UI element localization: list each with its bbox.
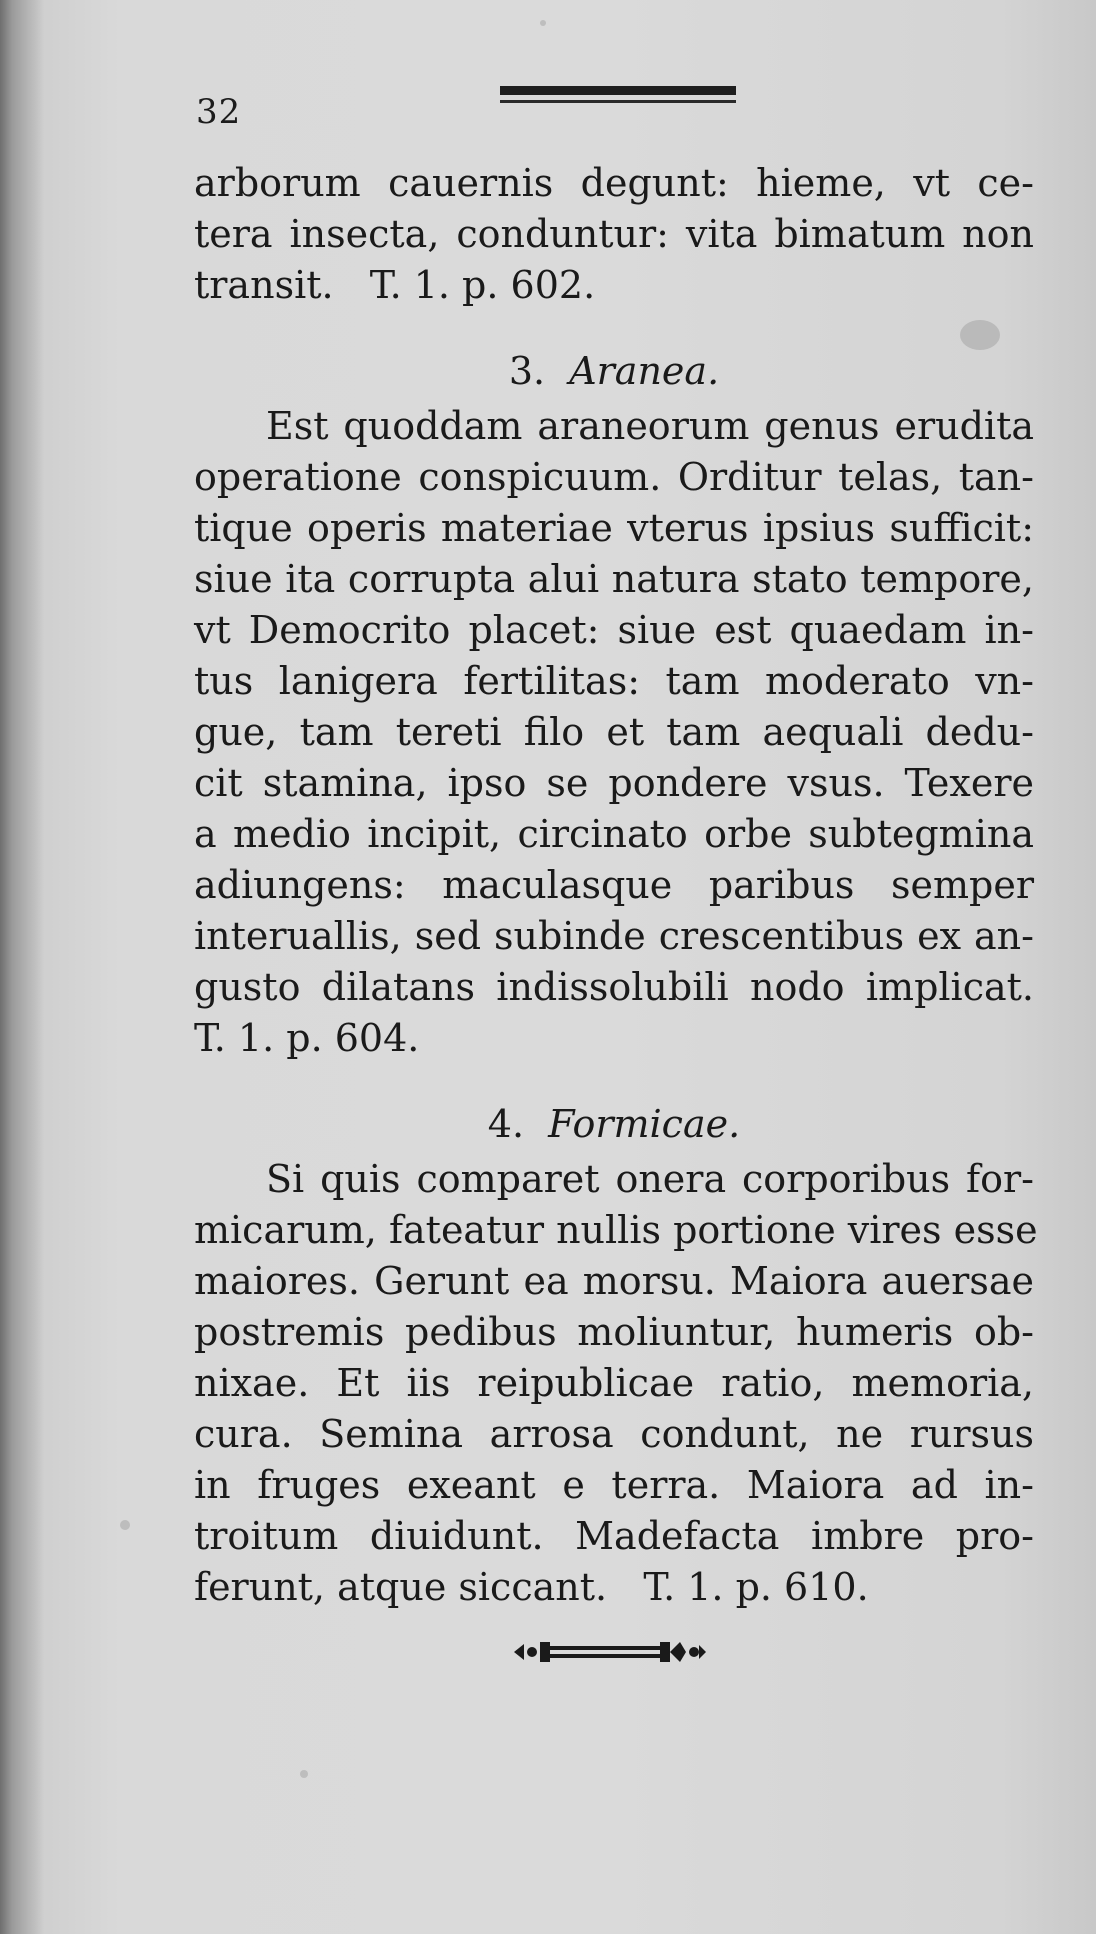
section-number: 4. bbox=[487, 1102, 525, 1146]
section-heading-formicae bbox=[194, 1094, 1034, 1154]
text-line: Si quis comparet onera corporibus for- bbox=[266, 1157, 1034, 1201]
text-line: cura. Semina arrosa condunt, ne rursus bbox=[194, 1412, 1034, 1456]
text-line: siue ita corrupta alui natura stato tempore, bbox=[194, 557, 1034, 601]
text-line: ferunt, atque siccant. T. 1. p. 610. bbox=[194, 1565, 869, 1609]
text-line: Est quoddam araneorum genus erudita bbox=[266, 404, 1034, 448]
paper-speck bbox=[300, 1770, 308, 1778]
text-line: operatione conspicuum. Orditur telas, tan- bbox=[194, 455, 1034, 499]
text-line: tera insecta, conduntur: vita bimatum non bbox=[194, 212, 1034, 256]
section-title: Aranea. bbox=[569, 349, 720, 393]
text-line: maiores. Gerunt ea morsu. Maiora auersae bbox=[194, 1259, 1034, 1303]
text-line: adiungens: maculasque paribus semper bbox=[194, 863, 1034, 907]
spacer bbox=[194, 311, 1034, 331]
header-rule-thick bbox=[500, 86, 736, 95]
text-line: tus lanigera fertilitas: tam moderato vn- bbox=[194, 659, 1034, 703]
text-line: T. 1. p. 604. bbox=[194, 1016, 420, 1060]
text-line: nixae. Et iis reipublicae ratio, memoria, bbox=[194, 1361, 1034, 1405]
main-text bbox=[194, 158, 1038, 1613]
section-title: Formicae. bbox=[548, 1102, 741, 1146]
text-line: tique operis materiae vterus ipsius sufficit: bbox=[194, 506, 1034, 550]
spacer bbox=[194, 1064, 1034, 1084]
text-line: a medio incipit, circinato orbe subtegmina bbox=[194, 812, 1034, 856]
text-line: cit stamina, ipso se pondere vsus. Texere bbox=[194, 761, 1034, 805]
text-line: micarum, fateatur nullis portione vires esse bbox=[194, 1208, 1038, 1252]
header-rule-thin bbox=[500, 100, 736, 103]
header-rule bbox=[500, 86, 736, 110]
text-line: transit. T. 1. p. 602. bbox=[194, 263, 596, 307]
text-line: arborum cauernis degunt: hieme, vt ce- bbox=[194, 161, 1034, 205]
paper-speck bbox=[540, 20, 546, 26]
page-number: 32 bbox=[196, 92, 242, 132]
text-line: postremis pedibus moliuntur, humeris ob- bbox=[194, 1310, 1034, 1354]
text-line: in fruges exeant e terra. Maiora ad in- bbox=[194, 1463, 1034, 1507]
text-line: vt Democrito placet: siue est quaedam in- bbox=[194, 608, 1034, 652]
text-line: interuallis, sed subinde crescentibus ex an- bbox=[194, 914, 1034, 958]
text-line: gusto dilatans indissolubili nodo implicat. bbox=[194, 965, 1034, 1009]
page-binding-edge bbox=[0, 0, 44, 1934]
text-line: gue, tam tereti filo et tam aequali dedu- bbox=[194, 710, 1034, 754]
paper-speck bbox=[120, 1520, 130, 1530]
section-heading-aranea bbox=[194, 341, 1034, 401]
text-line: troitum diuidunt. Madefacta imbre pro- bbox=[194, 1514, 1034, 1558]
tailpiece-ornament-icon bbox=[510, 1632, 710, 1672]
section-number: 3. bbox=[508, 349, 546, 393]
